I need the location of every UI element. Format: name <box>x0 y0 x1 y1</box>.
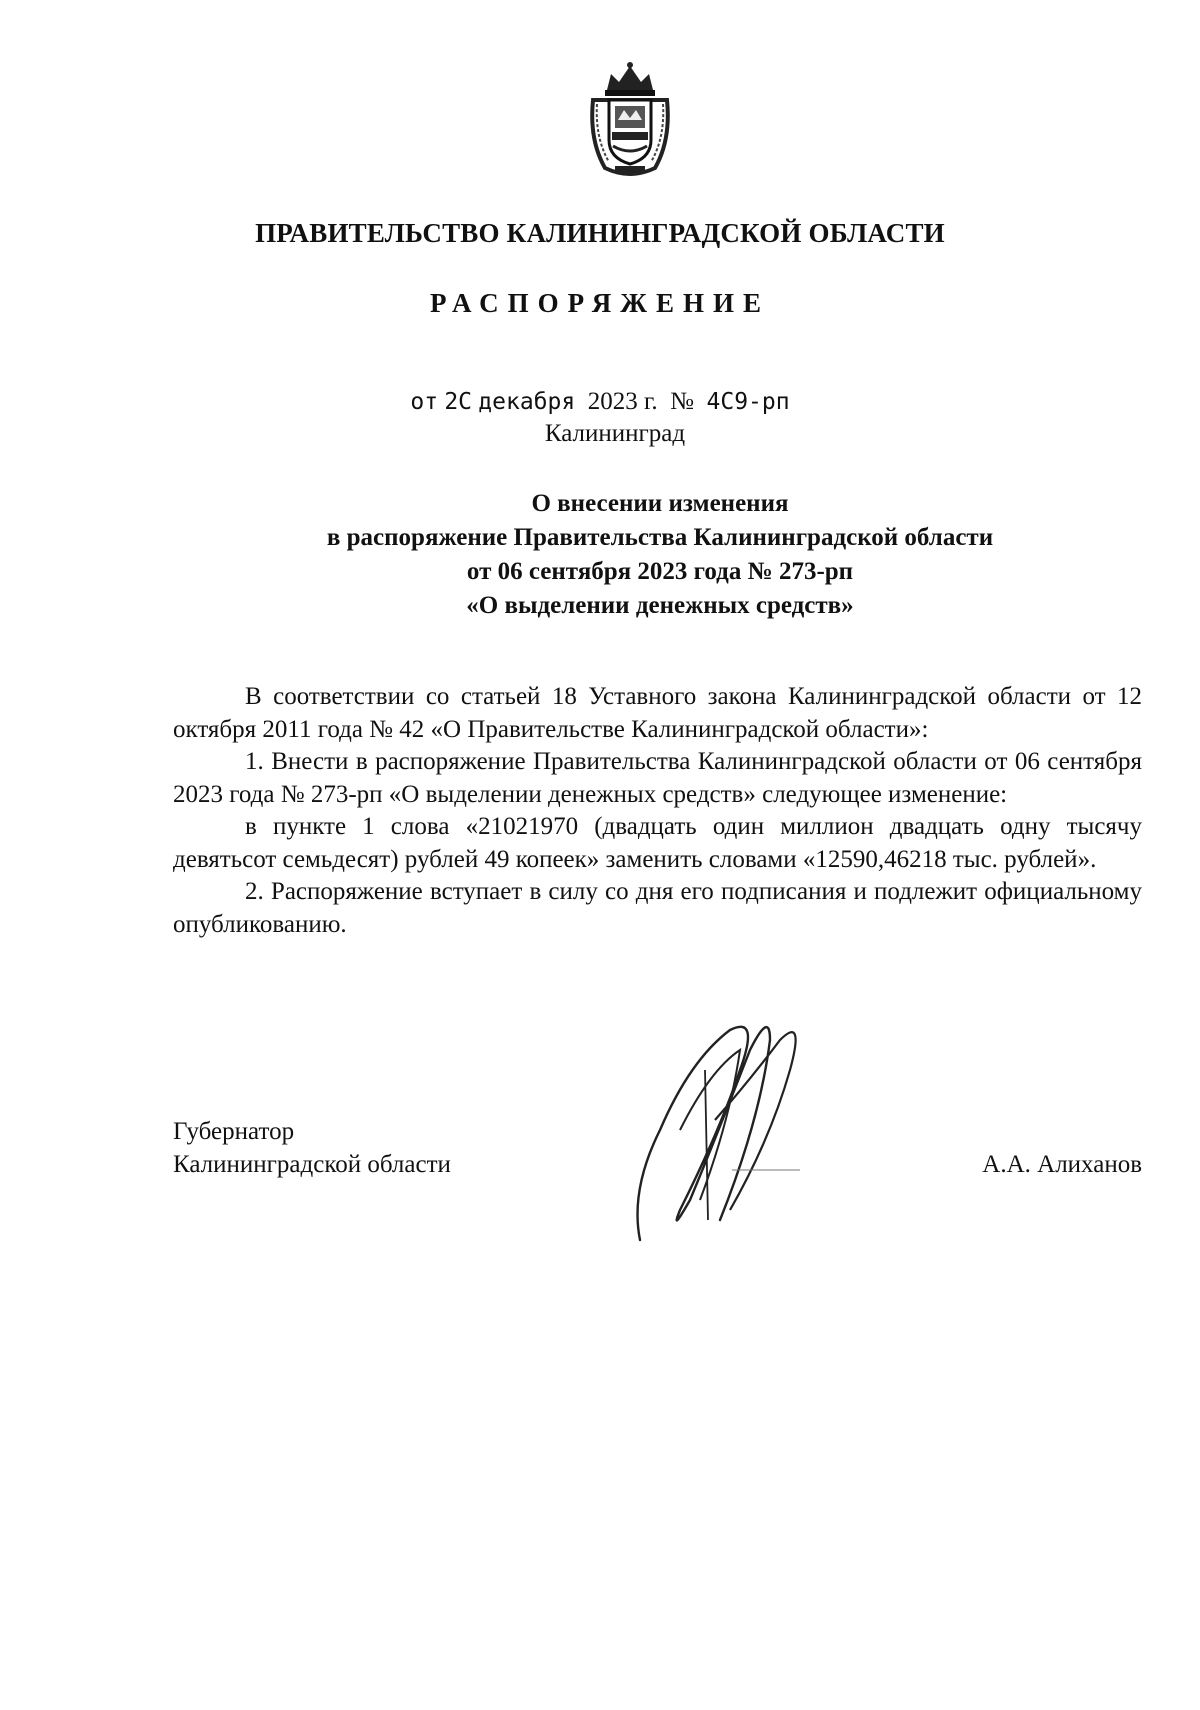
number-sign: № <box>670 388 695 415</box>
date-prefix: от <box>410 389 439 415</box>
handwritten-signature <box>620 1010 830 1250</box>
body-paragraph: 1. Внести в распоряжение Правительства Калининградской области от 06 сентября 2023 года № 273-рп «О выделении денежных средств» следующее изменение: <box>173 748 1142 808</box>
title-line: в распоряжение Правительства Калининградской области <box>326 524 994 551</box>
body-paragraph: В соответствии со статьей 18 Уставного закона Калининградской области от 12 октября 2011 года № 42 «О Правительстве Калининградской области»: <box>173 683 1142 743</box>
signer-position <box>173 1115 451 1181</box>
signer-position-line: Губернатор <box>173 1118 295 1145</box>
date-number-line <box>0 388 1200 416</box>
organization-name: ПРАВИТЕЛЬСТВО КАЛИНИНГРАДСКОЙ ОБЛАСТИ <box>255 218 945 248</box>
city: Калининград <box>544 420 686 447</box>
date-month: декабря <box>478 389 576 415</box>
title-line: от 06 сентября 2023 года № 273-рп <box>466 558 854 585</box>
body-paragraph: 2. Распоряжение вступает в силу со дня его подписания и подлежит официальному опубликованию. <box>173 878 1142 938</box>
date-year: 2023 г. <box>587 388 658 415</box>
signer-name: А.А. Алиханов <box>982 1151 1142 1178</box>
title-line: «О выделении денежных средств» <box>466 592 854 619</box>
signer-position-line: Калининградской области <box>173 1151 451 1178</box>
document-number: 4С9-рп <box>706 389 790 415</box>
date-day: 2С <box>444 389 473 415</box>
body-paragraph: в пункте 1 слова «21021970 (двадцать один миллион двадцать одну тысячу девятьсот семьдесят) рублей 49 копеек» заменить словами «12590,46218 тыс. рублей». <box>173 813 1142 873</box>
document-type: РАСПОРЯЖЕНИЕ <box>429 288 771 318</box>
title-line: О внесении изменения <box>531 490 789 517</box>
coat-of-arms-icon <box>585 60 675 178</box>
document-body <box>173 681 1142 941</box>
document-title <box>230 487 1090 623</box>
